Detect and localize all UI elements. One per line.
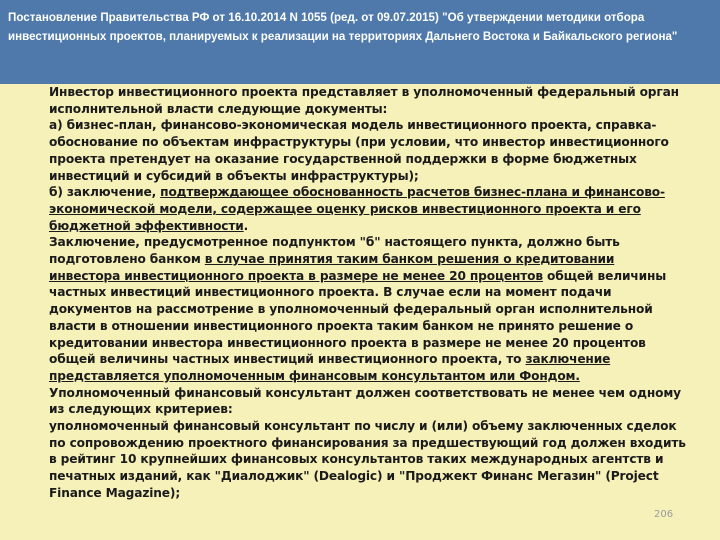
slide-header	[0, 0, 720, 84]
item-a-paragraph	[49, 117, 689, 184]
conclusion-middle: общей величины частных инвестиций инвестиционного проекта. В случае если на момент подачи документов на рассмотрение в уполномоченный федеральный орган исполнительной власти в отношении инвестиционного проекта таким банком не принято решение о кредитовании инвестора инвестиционного проекта в размере не менее 20 процентов общей величины частных инвестиций инвестиционного проекта, то	[49, 268, 667, 367]
conclusion-prefix: Заключение, предусмотренное подпунктом "б" настоящего пункта, должно быть подготовлено банком	[49, 235, 620, 267]
conclusion-paragraph	[49, 234, 689, 384]
consultant-criterion-text: уполномоченный финансовый консультант по числу и (или) объему заключенных сделок по сопровождению проектного финансирования за предшествующий год должен входить в рейтинг 10 крупнейших финансовых консультантов таких международных агентств и печатных изданий, как "Диалоджик" (Dealogic) и "Проджект Финанс Мегазин" (Project Finance Magazine);	[49, 419, 686, 500]
intro-text: Инвестор инвестиционного проекта представляет в уполномоченный федеральный орган исполнительной власти следующие документы:	[49, 85, 679, 116]
consultant-criterion-paragraph	[49, 418, 689, 502]
conclusion-underlined-1: в случае принятия таким банком решения о кредитовании инвестора инвестиционного проекта в размере не менее 20 процентов	[49, 252, 615, 283]
consultant-intro-text: Уполномоченный финансовый консультант должен соответствовать не менее чем одному из следующих критериев:	[49, 385, 681, 417]
intro-paragraph	[49, 84, 689, 117]
consultant-intro-paragraph	[49, 385, 689, 418]
left-margin	[0, 84, 40, 540]
item-a-text: а) бизнес-план, финансово-экономическая модель инвестиционного проекта, справка-обоснование по объектам инфраструктуры (при условии, что инвестор инвестиционного проекта претендует на оказание государственной поддержки в форме бюджетных инвестиций и субсидий в объекты инфраструктуры);	[49, 118, 669, 183]
item-b-suffix: .	[243, 218, 249, 233]
item-b-prefix: б) заключение,	[49, 185, 161, 200]
slide-body	[49, 84, 689, 502]
page-number: 206	[654, 509, 674, 520]
slide-title: Постановление Правительства РФ от 16.10.2014 N 1055 (ред. от 09.07.2015) "Об утверждении методики отбора инвестиционных проектов, планируемых к реализации на территориях Дальнего Востока и Байкальского региона"	[8, 11, 678, 43]
item-b-underlined: подтверждающее обоснованность расчетов бизнес-плана и финансово-экономической модели, содержащее оценку рисков инвестиционного проекта и его бюджетной эффективности	[49, 185, 665, 233]
conclusion-underlined-2: заключение представляется уполномоченным финансовым консультантом или Фондом.	[49, 352, 611, 383]
item-b-paragraph	[49, 184, 689, 234]
